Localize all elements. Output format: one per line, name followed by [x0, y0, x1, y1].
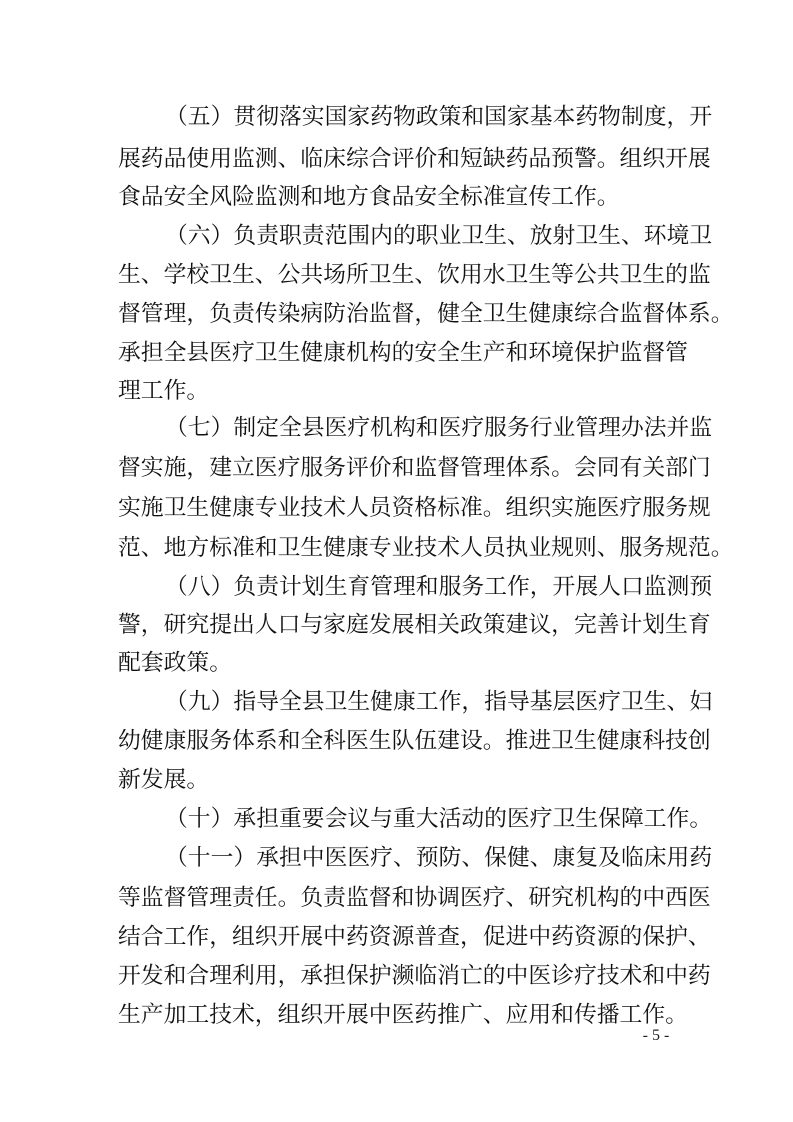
text-line: （十）承担重要会议与重大活动的医疗卫生保障工作。: [165, 806, 713, 832]
text-line: 配套政策。: [118, 650, 232, 676]
text-line: 承担全县医疗卫生健康机构的安全生产和环境保护监督管: [118, 340, 688, 366]
text-line: 新发展。: [118, 767, 210, 793]
text-line: （十一）承担中医医疗、预防、保健、康复及临床用药: [165, 845, 713, 871]
text-line: （五）贯彻落实国家药物政策和国家基本药物制度，开: [165, 104, 713, 130]
text-line: 督管理，负责传染病防治监督，健全卫生健康综合监督体系。: [118, 301, 734, 327]
text-line: 范、地方标准和卫生健康专业技术人员执业规则、服务规范。: [118, 535, 734, 561]
text-line: 开发和合理利用，承担保护濒临消亡的中医诊疗技术和中药: [118, 963, 711, 989]
text-line: 理工作。: [118, 378, 210, 404]
text-line: 展药品使用监测、临床综合评价和短缺药品预警。组织开展: [118, 146, 711, 172]
text-line: （八）负责计划生育管理和服务工作，开展人口监测预: [165, 574, 713, 600]
text-line: 警，研究提出人口与家庭发展相关政策建议，完善计划生育: [118, 612, 711, 638]
text-line: 幼健康服务体系和全科医生队伍建设。推进卫生健康科技创: [118, 728, 711, 754]
page-number: - 5 -: [642, 1027, 670, 1044]
text-line: （九）指导全县卫生健康工作，指导基层医疗卫生、妇: [165, 689, 713, 715]
text-line: 生、学校卫生、公共场所卫生、饮用水卫生等公共卫生的监: [118, 262, 711, 288]
text-line: 等监督管理责任。负责监督和协调医疗、研究机构的中西医: [118, 885, 711, 911]
text-line: 督实施，建立医疗服务评价和监督管理体系。会同有关部门: [118, 455, 711, 481]
text-line: 结合工作，组织开展中药资源普查，促进中药资源的保护、: [118, 924, 711, 950]
text-line: 食品安全风险监测和地方食品安全标准宣传工作。: [118, 184, 620, 210]
text-line: （六）负责职责范围内的职业卫生、放射卫生、环境卫: [165, 223, 713, 249]
text-line: （七）制定全县医疗机构和医疗服务行业管理办法并监: [165, 415, 713, 441]
text-line: 实施卫生健康专业技术人员资格标准。组织实施医疗服务规: [118, 495, 711, 521]
text-line: 生产加工技术，组织开展中医药推广、应用和传播工作。: [118, 1002, 688, 1028]
